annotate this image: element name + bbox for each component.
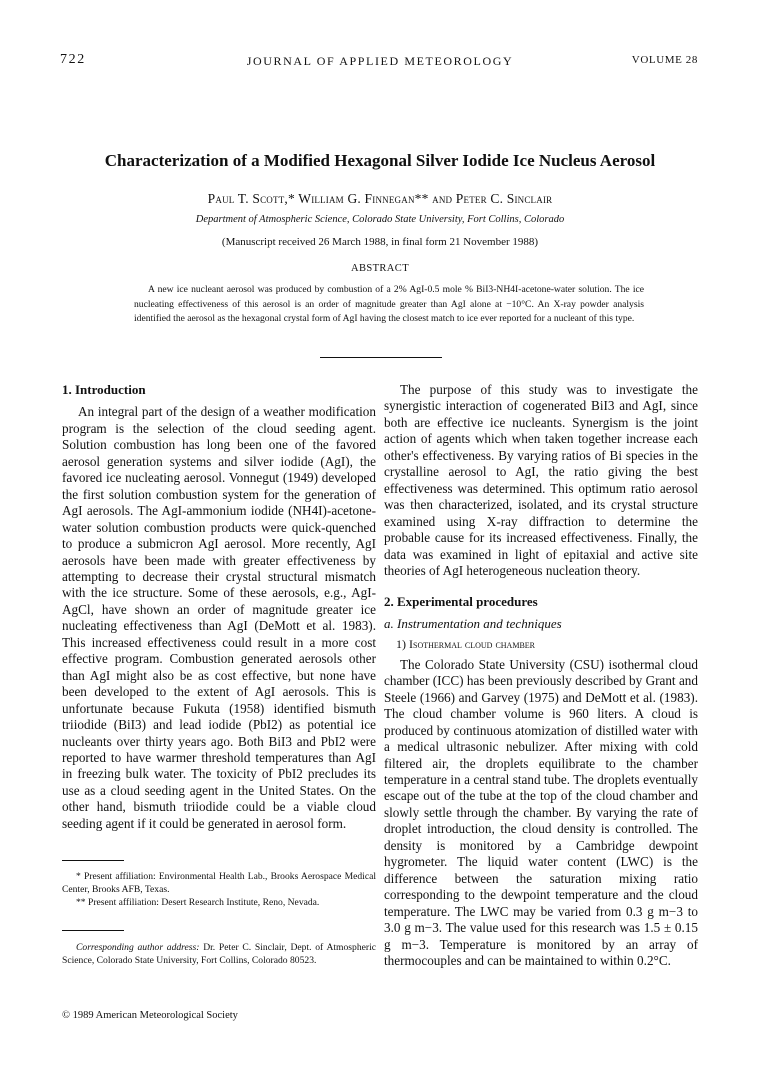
abstract-divider bbox=[320, 357, 442, 358]
affiliation-footnotes bbox=[62, 870, 376, 909]
left-column bbox=[62, 382, 376, 832]
footnote-present-affiliation-2: ** Present affiliation: Desert Research Institute, Reno, Nevada. bbox=[76, 897, 320, 908]
footnote-present-affiliation-1: * Present affiliation: Environmental Health Lab., Brooks Aerospace Medical Center, Brooks AFB, Texas. bbox=[62, 871, 376, 895]
right-column bbox=[384, 382, 698, 969]
corresponding-author-footnote bbox=[62, 941, 376, 967]
abstract-text: A new ice nucleant aerosol was produced by combustion of a 2% AgI-0.5 mole % BiI3-NH4I-acetone-water solution. The ice nucleating effectiveness of this aerosol is an order of magnitude greater than AgI alone at −10°C. An X-ray powder analysis identified the aerosol as the hexagonal crystal form of AgI having the closest match to ice ever reported for a nucleant of this type. bbox=[134, 284, 644, 324]
abstract-heading: ABSTRACT bbox=[350, 263, 410, 274]
copyright-notice: © 1989 American Meteorological Society bbox=[62, 1010, 238, 1021]
manuscript-dates: (Manuscript received 26 March 1988, in final form 21 November 1988) bbox=[221, 236, 539, 248]
introduction-paragraph: An integral part of the design of a weather modification program is the selection of the cloud seeding agent. Solution combustion has long been one of the favored aerosol generation systems and silver iodide (AgI), the favored ice nucleating aerosol. Vonnegut (1949) developed the first solution combustion system for the generation of AgI aerosols. The AgI-ammonium iodide (NH4I)-acetone-water solution combustion products were quick-quenched to produce a submicron AgI aerosol. More recently, AgI aerosols have been made with greater effectiveness by attempting to decrease their crystal structural mismatch with the ice structure. Some of these aerosols, e.g., AgI-AgCl, have shown an order of magnitude greater ice nucleating effectiveness than AgI (DeMott et al. 1983). This increased effectiveness could result in a more cost effective program. Combustion generated aerosols other than AgI might also be as cost effective, but none have been developed to the extent of AgI aerosols. This is unfortunate because Fukuta (1958) identified bismuth triiodide (BiI3) and lead iodide (PbI2) as potential ice nucleants over thirty years ago. Both BiI3 and PbI2 were reported to have warmer threshold temperatures than AgI in freezing bulk water. The toxicity of PbI2 precludes its use as a cloud seeding agent in the United States. On the other hand, bismuth triiodide could be a viable cloud seeding agent if it could be generated in aerosol form. bbox=[62, 404, 376, 831]
corresponding-author-address: Dr. Peter C. Sinclair, Dept. of Atmospheric Science, Colorado State University, Fort Collins, Colorado 80523. bbox=[62, 942, 376, 966]
section-heading-experimental: 2. Experimental procedures bbox=[384, 594, 538, 610]
section-heading-introduction: 1. Introduction bbox=[62, 382, 146, 397]
journal-name: JOURNAL OF APPLIED METEOROLOGY bbox=[246, 54, 514, 68]
corresponding-author-label: Corresponding author address: bbox=[76, 942, 200, 953]
cloud-chamber-paragraph: The Colorado State University (CSU) isothermal cloud chamber (ICC) has been previously described by Grant and Steele (1966) and Garvey (1975) and DeMott et al. (1983). The cloud chamber volume is 960 liters. A cloud is produced by continuous atomization of distilled water with a medical ultrasonic nebulizer. After mixing with cold filtered air, the droplets equilibrate to the chamber temperature in a central stand tube. The droplets eventually escape out of the tube at the top of the cloud chamber and slowly settle through the chamber. By varying the rate of droplet introduction, the cloud density is controlled. The density is monitored by a Cambridge dewpoint hygrometer. The liquid water content (LWC) is the difference between the saturation mixing ratio corresponding to the dewpoint temperature and the cloud temperature. The LWC may be varied from 0.3 g m−3 to 3.0 g m−3. The value used for this research was 1.5 ± 0.15 g m−3. Temperature is monitored by an array of thermocouples and can be maintained to within 0.2°C. bbox=[384, 656, 698, 968]
volume-label: VOLUME 28 bbox=[631, 54, 698, 66]
footnote-divider bbox=[62, 860, 124, 861]
purpose-paragraph: The purpose of this study was to investigate the synergistic interaction of cogenerated BiI3 and AgI, since both are effective ice nucleants. Synergism is the joint action of agents which when taken together increase each other's effectiveness. By varying ratios of Bi species in the crystalline aerosol to AgI, the ratio giving the best effectiveness was determined. This optimum ratio aerosol was then characterized, isolated, and its crystal structure examined using X-ray diffraction to determine the probable cause for its increased effectiveness. Finally, the data was examined in light of epitaxial and active site theories of AgI heterogeneous nucleation theory. bbox=[384, 382, 698, 578]
subsubsection-heading-cloud-chamber: 1) Isothermal cloud chamber bbox=[396, 637, 535, 652]
affiliation: Department of Atmospheric Science, Colorado State University, Fort Collins, Colorado bbox=[195, 214, 565, 225]
author-list: Paul T. Scott,* William G. Finnegan** and Peter C. Sinclair bbox=[207, 191, 553, 206]
footnote-divider-2 bbox=[62, 930, 124, 931]
paper-title: Characterization of a Modified Hexagonal Silver Iodide Ice Nucleus Aerosol bbox=[104, 151, 656, 170]
page-number: 722 bbox=[60, 52, 86, 67]
subsection-heading-instrumentation: a. Instrumentation and techniques bbox=[384, 615, 562, 631]
